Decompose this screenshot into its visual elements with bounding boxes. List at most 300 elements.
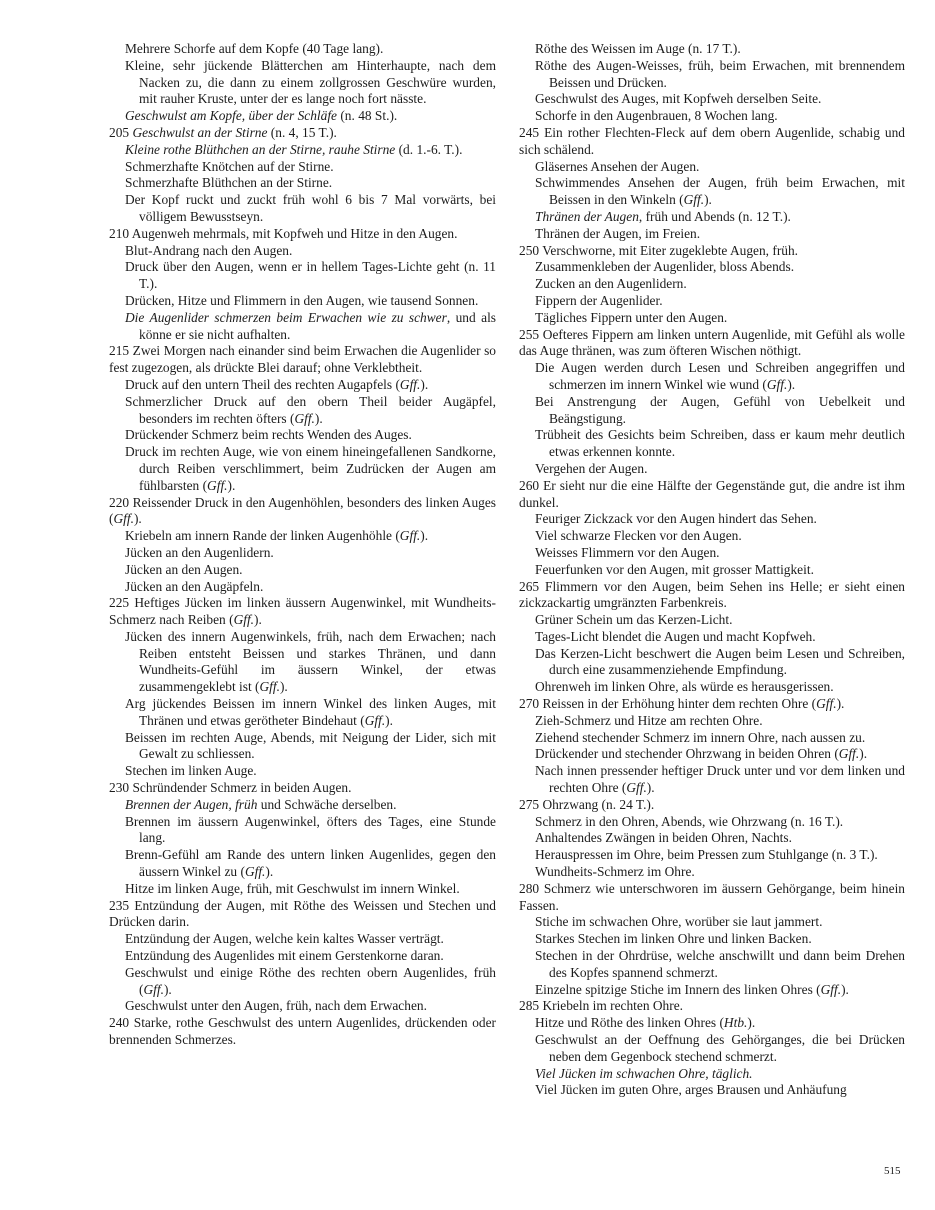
symptom-entry [519, 360, 905, 394]
text-segment: Tages-Licht blendet die Augen und macht Kopfweh. [535, 628, 816, 644]
text-segment: Herauspressen im Ohre, beim Pressen zum Stuhlgange (n. 3 T.). [535, 847, 878, 863]
text-segment: Stechen im linken Auge. [125, 763, 257, 779]
text-segment: Verschworne, mit Eiter zugeklebte Augen, früh. [542, 242, 799, 258]
symptom-text [535, 1032, 905, 1066]
right-column [519, 41, 905, 1099]
text-segment: ). [836, 696, 845, 712]
text-segment: Schmerz in den Ohren, Abends, wie Ohrzwang (n. 16 T.). [535, 813, 844, 829]
symptom-number: 275 [519, 796, 543, 812]
italic-segment: Gff. [820, 981, 842, 997]
symptom-number: 205 [109, 124, 133, 140]
symptom-entry [519, 58, 905, 92]
symptom-entry [109, 898, 496, 932]
symptom-entry [519, 679, 905, 696]
symptom-entry [519, 914, 905, 931]
symptom-text [125, 814, 496, 848]
text-segment: Jücken an den Augen. [125, 561, 243, 577]
symptom-text [519, 478, 905, 512]
symptom-text [125, 948, 496, 965]
italic-segment: Gff. [399, 376, 421, 392]
symptom-entry [519, 847, 905, 864]
symptom-text [535, 1082, 905, 1099]
symptom-entry [109, 629, 496, 696]
text-segment: Thränen der Augen, im Freien. [535, 225, 701, 241]
italic-segment: Thränen der Augen [535, 208, 639, 224]
symptom-text [535, 679, 905, 696]
text-segment: Kriebeln am innern Rande der linken Augenhöhle ( [125, 528, 400, 544]
symptom-text [535, 276, 905, 293]
symptom-text [125, 579, 496, 596]
symptom-text [109, 226, 496, 243]
symptom-entry [109, 595, 496, 629]
text-segment: Flimmern vor den Augen, beim Sehen ins Helle; er sieht einen zickzackartig umgränzten Farbenkreis. [519, 578, 906, 611]
symptom-number: 285 [519, 998, 543, 1014]
symptom-entry [109, 797, 496, 814]
text-segment: ). [747, 1015, 756, 1031]
symptom-number: 265 [519, 578, 546, 594]
symptom-entry [109, 41, 496, 58]
symptom-text [125, 259, 496, 293]
text-segment: Blut-Andrang nach den Augen. [125, 242, 293, 258]
text-segment: Jücken an den Augenlidern. [125, 544, 274, 560]
text-segment: Kleine, sehr jückende Blätterchen am Hinterhaupte, nach dem Nacken zu, die dann zu einem zollgrossen Geschwüre wurden, mit rauher Kruste, unter der es lange noch fort nässte. [125, 57, 496, 107]
symptom-entry [109, 159, 496, 176]
symptom-entry [519, 982, 905, 999]
text-segment: Schründender Schmerz in beiden Augen. [132, 780, 352, 796]
italic-segment: Gff. [838, 746, 860, 762]
symptom-text [125, 763, 496, 780]
symptom-entry [109, 495, 496, 529]
text-segment: Einzelne spitzige Stiche im Innern des linken Ohres ( [535, 981, 821, 997]
italic-segment: Gff. [259, 679, 280, 695]
text-segment: Druck über den Augen, wenn er in hellem Tages-Lichte geht (n. 11 T.). [125, 259, 496, 292]
symptom-text [125, 847, 496, 881]
symptom-text [125, 427, 496, 444]
symptom-entry [519, 327, 905, 361]
symptom-text [535, 847, 905, 864]
symptom-entry [519, 696, 905, 713]
text-segment: Zucken an den Augenlidern. [535, 276, 687, 292]
symptom-entry [519, 209, 905, 226]
symptom-text [125, 998, 496, 1015]
symptom-text [125, 696, 496, 730]
symptom-text [125, 797, 496, 814]
symptom-entry [519, 461, 905, 478]
text-segment: Entzündung des Augenlides mit einem Gerstenkorne daran. [125, 948, 444, 964]
symptom-text [125, 175, 496, 192]
symptom-text [125, 562, 496, 579]
symptom-entry [109, 243, 496, 260]
symptom-entry [109, 847, 496, 881]
symptom-entry [109, 293, 496, 310]
text-segment: Schmerz wie unterschworen im äussern Gehörgange, beim hinein Fassen. [519, 880, 905, 913]
symptom-text [535, 982, 905, 999]
text-segment: Augenweh mehrmals, mit Kopfweh und Hitze in den Augen. [131, 225, 458, 241]
symptom-entry [519, 1015, 905, 1032]
symptom-number: 280 [519, 880, 544, 896]
symptom-text [125, 545, 496, 562]
symptom-text [109, 898, 496, 932]
text-segment: Wundheits-Schmerz im Ohre. [535, 864, 695, 880]
symptom-entry [519, 91, 905, 108]
text-segment: Das Kerzen-Licht beschwert die Augen beim Lesen und Schreiben, durch eine zusammenziehende Empfindung. [535, 645, 905, 678]
symptom-number: 240 [109, 1015, 134, 1031]
text-segment: Zieh-Schmerz und Hitze am rechten Ohre. [535, 712, 763, 728]
symptom-entry [519, 108, 905, 125]
symptom-entry [519, 830, 905, 847]
symptom-text [125, 931, 496, 948]
symptom-entry [519, 579, 905, 613]
text-segment: Bei Anstrengung der Augen, Gefühl von Uebelkeit und Beängstigung. [535, 393, 905, 426]
symptom-entry [109, 814, 496, 848]
symptom-text [125, 41, 496, 58]
text-segment: Arg jückendes Beissen im innern Winkel des linken Auges, mit Thränen und etwas gerötheter Bindehaut ( [125, 696, 496, 728]
text-segment: Vergehen der Augen. [535, 460, 648, 476]
page-number: 515 [884, 1165, 901, 1177]
symptom-text [535, 730, 905, 747]
symptom-entry [109, 377, 496, 394]
symptom-number: 250 [519, 242, 543, 258]
symptom-text [125, 730, 496, 764]
text-segment: Ohrzwang (n. 24 T.). [542, 796, 655, 812]
symptom-text [125, 377, 496, 394]
text-segment: Jücken des innern Augenwinkels, früh, nach dem Erwachen; nach Reiben entsteht Beissen und starkes Thränen, und dann Wundheits-Gefühl im äussern Winkel, der etwas zusammengeklebt ist ( [125, 628, 496, 695]
symptom-entry [519, 797, 905, 814]
symptom-text [125, 192, 496, 226]
text-segment: Drücken, Hitze und Flimmern in den Augen, wie tausend Sonnen. [125, 292, 479, 308]
text-segment: Geschwulst unter den Augen, früh, nach dem Erwachen. [125, 998, 427, 1014]
symptom-text [535, 914, 905, 931]
symptom-entry [519, 629, 905, 646]
symptom-text [519, 579, 905, 613]
text-segment: Oefteres Fippern am linken untern Augenlide, mit Gefühl als wolle das Auge thränen, was zum öfteren Wischen nöthigt. [519, 326, 906, 359]
symptom-text [125, 528, 496, 545]
text-segment: Geschwulst des Auges, mit Kopfweh derselben Seite. [535, 91, 822, 107]
symptom-number: 230 [109, 780, 133, 796]
text-segment: Beissen im rechten Auge, Abends, mit Neigung der Lider, sich mit Gewalt zu schliessen. [125, 729, 496, 762]
symptom-text [535, 1066, 905, 1083]
symptom-entry [109, 730, 496, 764]
italic-segment: Geschwulst am Kopfe, über der Schläfe [125, 108, 337, 124]
symptom-text [535, 259, 905, 276]
text-segment: ). [133, 511, 142, 527]
symptom-entry [109, 125, 496, 142]
symptom-entry [109, 696, 496, 730]
symptom-entry [109, 175, 496, 192]
text-segment: (n. 48 St.). [337, 108, 398, 124]
italic-segment: Gff. [683, 192, 705, 208]
symptom-text [535, 58, 905, 92]
symptom-text [125, 444, 496, 494]
text-segment: Hitze und Röthe des linken Ohres ( [535, 1015, 724, 1031]
text-segment: Zusammenkleben der Augenlider, bloss Abends. [535, 259, 795, 275]
symptom-text [535, 159, 905, 176]
text-segment: ). [227, 477, 236, 493]
text-segment: Schmerzhafte Blüthchen an der Stirne. [125, 175, 333, 191]
symptom-entry [519, 41, 905, 58]
text-segment: ). [420, 528, 429, 544]
symptom-text [125, 394, 496, 428]
symptom-entry [109, 931, 496, 948]
text-segment: (n. 4, 15 T.). [267, 124, 337, 140]
text-segment: Starke, rothe Geschwulst des untern Augenlides, drückenden oder brennenden Schmerzes. [109, 1015, 496, 1048]
text-segment: Röthe des Augen-Weisses, früh, beim Erwachen, mit brennendem Beissen und Drücken. [535, 57, 905, 90]
text-segment: ). [279, 679, 288, 695]
symptom-text [535, 830, 905, 847]
symptom-entry [109, 579, 496, 596]
text-segment: Entzündung der Augen, mit Röthe des Weissen und Stechen und Drücken darin. [109, 897, 497, 930]
text-segment: Schwimmendes Ansehen der Augen, früh beim Erwachen, mit Beissen in den Winkeln ( [535, 175, 905, 208]
symptom-text [109, 125, 496, 142]
symptom-text [535, 1015, 905, 1032]
italic-segment: Gff. [113, 511, 134, 527]
symptom-number: 210 [109, 225, 132, 241]
symptom-text [519, 125, 905, 159]
symptom-text [535, 108, 905, 125]
text-segment: Tägliches Fippern unter den Augen. [535, 309, 728, 325]
symptom-text [535, 545, 905, 562]
symptom-entry [109, 1015, 496, 1049]
symptom-entry [519, 1082, 905, 1099]
symptom-entry [519, 562, 905, 579]
symptom-text [535, 746, 905, 763]
text-segment: ). [704, 192, 712, 208]
text-segment: , früh und Abends (n. 12 T.). [638, 208, 791, 224]
symptom-entry [109, 58, 496, 108]
symptom-text [125, 310, 496, 344]
text-segment: Zwei Morgen nach einander sind beim Erwachen die Augenlider so fest zugezogen, als drückte Blei darauf; ohne Verklebtheit. [109, 343, 497, 376]
symptom-entry [519, 948, 905, 982]
text-segment: Nach innen pressender heftiger Druck unter und vor dem linken und rechten Ohre ( [535, 763, 905, 796]
symptom-text [535, 629, 905, 646]
symptom-text [109, 1015, 496, 1049]
symptom-text [109, 780, 496, 797]
text-segment: Geschwulst an der Oeffnung des Gehörganges, die bei Drücken neben dem Gegenbock stechend schmerzt. [535, 1032, 905, 1064]
text-segment: Weisses Flimmern vor den Augen. [535, 544, 720, 560]
text-segment: ). [646, 780, 655, 796]
symptom-text [535, 293, 905, 310]
symptom-text [125, 243, 496, 260]
symptom-entry [519, 713, 905, 730]
symptom-entry [519, 763, 905, 797]
symptom-entry [109, 528, 496, 545]
symptom-number: 220 [109, 494, 133, 510]
text-segment: Schmerzhafte Knötchen auf der Stirne. [125, 158, 334, 174]
symptom-text [535, 763, 905, 797]
symptom-entry [109, 545, 496, 562]
symptom-text [535, 562, 905, 579]
text-segment: Heftiges Jücken im linken äussern Augenwinkel, mit Wundheits-Schmerz nach Reiben ( [109, 595, 496, 628]
symptom-text [125, 142, 496, 159]
symptom-number: 260 [519, 477, 544, 493]
symptom-text [535, 931, 905, 948]
text-segment: Stechen in der Ohrdrüse, welche anschwillt und dann beim Drehen des Kopfes spannend schmerzt. [535, 948, 905, 980]
text-segment: ). [420, 376, 429, 392]
text-segment: ). [385, 712, 393, 728]
symptom-text [535, 360, 905, 394]
symptom-entry [519, 226, 905, 243]
symptom-text [535, 864, 905, 881]
symptom-text [535, 713, 905, 730]
symptom-entry [519, 528, 905, 545]
italic-segment: Die Augenlider schmerzen beim Erwachen wie zu schwer [125, 309, 447, 325]
symptom-text [125, 159, 496, 176]
symptom-text [125, 293, 496, 310]
text-segment: Ziehend stechender Schmerz im innern Ohre, nach aussen zu. [535, 729, 866, 745]
text-segment: Kriebeln im rechten Ohre. [542, 998, 683, 1014]
text-segment: ). [254, 612, 262, 628]
text-segment: Anhaltendes Zwängen in beiden Ohren, Nachts. [535, 830, 792, 846]
text-segment: Drückender und stechender Ohrzwang in beiden Ohren ( [535, 746, 839, 762]
symptom-entry [109, 948, 496, 965]
text-segment: Jücken an den Augäpfeln. [125, 578, 264, 594]
italic-segment: Kleine rothe Blüthchen an der Stirne, rauhe Stirne [125, 141, 396, 157]
text-segment: Druck im rechten Auge, wie von einem hineingefallenen Sandkorne, durch Reiben verschlimmert, beim Zudrücken der Augen am fühlbarsten ( [125, 444, 496, 493]
italic-segment: Gff. [207, 477, 228, 493]
symptom-entry [519, 545, 905, 562]
symptom-entry [519, 864, 905, 881]
symptom-entry [519, 1066, 905, 1083]
text-segment: Geschwulst und einige Röthe des rechten obern Augenlides, früh ( [125, 964, 496, 997]
italic-segment: Gff. [143, 981, 164, 997]
symptom-text [109, 495, 496, 529]
symptom-text [535, 394, 905, 428]
text-segment: Ein rother Flechten-Fleck auf dem obern Augenlide, schabig und sich schälend. [519, 124, 906, 157]
text-segment: Starkes Stechen im linken Ohre und linken Backen. [535, 931, 812, 947]
symptom-entry [519, 276, 905, 293]
symptom-entry [519, 998, 905, 1015]
italic-segment: Geschwulst an der Stirne [132, 124, 268, 140]
symptom-text [535, 461, 905, 478]
symptom-entry [109, 259, 496, 293]
symptom-entry [109, 108, 496, 125]
text-segment: Grüner Schein um das Kerzen-Licht. [535, 612, 733, 628]
symptom-entry [519, 612, 905, 629]
italic-segment: Gff. [766, 376, 788, 392]
symptom-text [535, 310, 905, 327]
symptom-text [535, 612, 905, 629]
italic-segment: Viel Jücken im schwachen Ohre, täglich. [535, 1065, 753, 1081]
symptom-entry [109, 142, 496, 159]
symptom-number: 225 [109, 595, 135, 611]
symptom-entry [519, 511, 905, 528]
symptom-text [125, 58, 496, 108]
symptom-entry [519, 243, 905, 260]
text-segment: Die Augen werden durch Lesen und Schreiben angegriffen und schmerzen im innern Winkel wie wund ( [535, 360, 905, 392]
symptom-number: 215 [109, 343, 133, 359]
symptom-entry [519, 478, 905, 512]
text-segment: Stiche im schwachen Ohre, worüber sie laut jammert. [535, 914, 823, 930]
text-segment: ). [859, 746, 868, 762]
symptom-text [519, 696, 905, 713]
italic-segment: Gff. [399, 528, 421, 544]
text-segment: Entzündung der Augen, welche kein kaltes Wasser verträgt. [125, 931, 444, 947]
symptom-text [125, 629, 496, 696]
symptom-text [535, 175, 905, 209]
symptom-entry [109, 562, 496, 579]
symptom-entry [109, 780, 496, 797]
symptom-entry [519, 125, 905, 159]
symptom-entry [519, 310, 905, 327]
symptom-text [535, 209, 905, 226]
text-segment: Trübheit des Gesichts beim Schreiben, dass er kaum mehr deutlich etwas erkennen konnte. [535, 427, 905, 460]
symptom-entry [519, 881, 905, 915]
symptom-text [535, 511, 905, 528]
text-segment: Drückender Schmerz beim rechts Wenden des Auges. [125, 427, 412, 443]
symptom-text [535, 41, 905, 58]
italic-segment: Gff. [364, 712, 386, 728]
symptom-entry [519, 259, 905, 276]
text-segment: ). [163, 981, 172, 997]
text-segment: Hitze im linken Auge, früh, mit Geschwulst im innern Winkel. [125, 880, 460, 896]
symptom-entry [109, 343, 496, 377]
symptom-entry [109, 763, 496, 780]
symptom-number: 270 [519, 696, 543, 712]
symptom-entry [519, 730, 905, 747]
symptom-number: 255 [519, 326, 543, 342]
italic-segment: Brennen der Augen, früh [125, 796, 258, 812]
symptom-text [535, 948, 905, 982]
symptom-entry [519, 746, 905, 763]
text-segment: , und als könne er sie nicht aufhalten. [139, 309, 496, 342]
text-segment: Feuerfunken vor den Augen, mit grosser Mattigkeit. [535, 561, 814, 577]
symptom-entry [519, 646, 905, 680]
text-segment: (d. 1.-6. T.). [395, 141, 463, 157]
text-segment: ). [314, 410, 323, 426]
symptom-entry [519, 1032, 905, 1066]
text-segment: Viel Jücken im guten Ohre, arges Brausen und Anhäufung [535, 1082, 847, 1098]
symptom-entry [109, 881, 496, 898]
text-segment: und Schwäche derselben. [257, 796, 397, 812]
symptom-entry [109, 965, 496, 999]
symptom-text [519, 243, 905, 260]
symptom-text [109, 595, 496, 629]
text-segment: Schmerzlicher Druck auf den obern Theil beider Augäpfel, besonders im rechten öfters ( [125, 393, 496, 426]
symptom-entry [519, 931, 905, 948]
symptom-text [535, 528, 905, 545]
symptom-entry [519, 175, 905, 209]
symptom-entry [519, 159, 905, 176]
symptom-text [519, 797, 905, 814]
text-segment: ). [265, 864, 274, 880]
symptom-entry [109, 226, 496, 243]
text-segment: Druck auf den untern Theil des rechten Augapfels ( [125, 376, 400, 392]
symptom-text [535, 91, 905, 108]
text-segment: Brenn-Gefühl am Rande des untern linken Augenlides, gegen den äussern Winkel zu ( [125, 847, 496, 880]
symptom-entry [109, 998, 496, 1015]
italic-segment: Gff. [233, 612, 255, 628]
symptom-entry [109, 192, 496, 226]
symptom-entry [109, 310, 496, 344]
text-segment: Viel schwarze Flecken vor den Augen. [535, 528, 742, 544]
italic-segment: Gff. [626, 780, 647, 796]
text-segment: Gläsernes Ansehen der Augen. [535, 158, 700, 174]
text-segment: Er sieht nur die eine Hälfte der Gegenstände gut, die andre ist ihm dunkel. [519, 477, 905, 510]
text-segment: Fippern der Augenlider. [535, 292, 663, 308]
symptom-text [519, 881, 905, 915]
symptom-text [535, 646, 905, 680]
symptom-text [519, 327, 905, 361]
symptom-entry [519, 293, 905, 310]
left-column [109, 41, 496, 1049]
symptom-text [519, 998, 905, 1015]
text-segment: Mehrere Schorfe auf dem Kopfe (40 Tage lang). [125, 41, 384, 56]
symptom-text [125, 965, 496, 999]
text-segment: Röthe des Weissen im Auge (n. 17 T.). [535, 41, 741, 56]
text-segment: Ohrenweh im linken Ohre, als würde es herausgerissen. [535, 679, 834, 695]
symptom-entry [109, 427, 496, 444]
symptom-text [535, 226, 905, 243]
